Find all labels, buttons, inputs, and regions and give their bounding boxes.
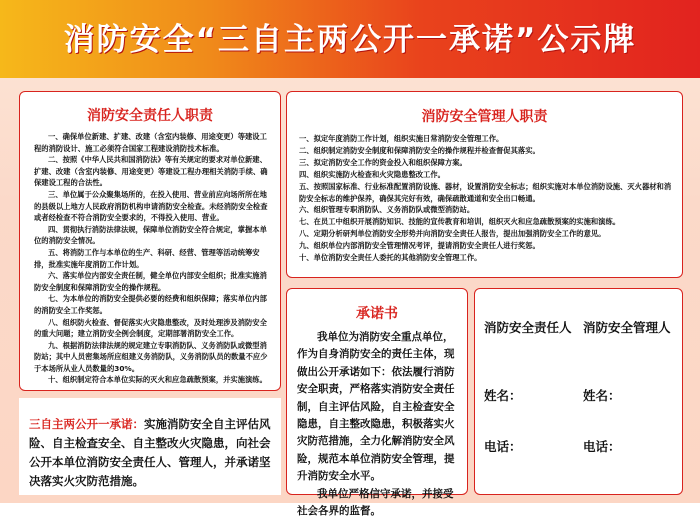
manager-duty-item: 十、单位消防安全责任人委托的其他消防安全管理工作。 xyxy=(299,253,482,263)
manager-duty-item: 五、按照国家标准、行业标准配置消防设施、器材，设置消防安全标志；组织实施对本单位消防设施、灭火器材和消防安全标志的维护保养，确保其完好有效，确保疏散通道和安全出口畅通。 xyxy=(299,181,672,203)
responsible-duty-item: 三、单位属于公众聚集场所的，在投入使用、营业前应向场所所在地的县级以上地方人民政府消防机构申请消防安全检查。未经消防安全检查或者经检查不符合消防安全要求的，不得投入使用、营业。 xyxy=(34,189,268,223)
three-two-one-label: 三自主两公开一承诺： xyxy=(29,417,144,431)
responsible-duty-item: 四、贯彻执行消防法律法规，保障单位消防安全符合规定，掌握本单位的消防安全情况。 xyxy=(34,224,267,246)
responsible-duty-item: 五、将消防工作与本单位的生产、科研、经营、管理等活动统筹安排，批准实施年度消防工作计划。 xyxy=(34,247,260,269)
page-title: 消防安全“三自主两公开一承诺”公示牌 xyxy=(63,22,637,58)
manager-duties-heading: 消防安全管理人职责 xyxy=(421,109,548,125)
responsible-person-duties-panel xyxy=(19,91,281,391)
commitment-panel xyxy=(286,288,468,518)
three-two-one-body: 实施消防安全自主评估风险、自主检查安全、自主整改火灾隐患，向社会公开本单位消防安全责任人、管理人，并承诺坚决落实火灾防范措施。 xyxy=(29,417,271,488)
manager-phone-label: 电话： xyxy=(583,439,621,454)
responsible-duties-list xyxy=(20,125,280,386)
title-banner xyxy=(0,0,700,78)
manager-label: 消防安全管理人 xyxy=(583,320,671,335)
three-two-one-text xyxy=(19,398,281,491)
manager-duties-list xyxy=(287,126,682,264)
commitment-paragraph: 我单位严格信守承诺，并接受社会各界的监督。 xyxy=(297,487,454,518)
responsible-duty-item: 九、根据消防法律法规的规定建立专职消防队、义务消防队或微型消防站；其中人员密集场所应组建义务消防队，义务消防队员的数量不应少于本场所从业人员数量的30%。 xyxy=(34,340,268,373)
manager-name-label: 姓名： xyxy=(583,388,621,403)
manager-duty-item: 八、定期分析研判单位消防安全形势并向消防安全责任人报告，提出加强消防安全工作的意见。 xyxy=(299,229,606,239)
manager-duty-item: 六、组织管理专职消防队、义务消防队或微型消防站。 xyxy=(299,205,475,215)
manager-duty-item: 一、拟定年度消防工作计划，组织实施日常消防安全管理工作。 xyxy=(299,134,504,143)
responsible-duty-item: 二、按照《中华人民共和国消防法》等有关规定的要求对单位新建、扩建、改建（含室内装修、用途变更）等建设工程办理相关消防手续、确保建设工程的合法性。 xyxy=(34,155,268,188)
manager-duty-item: 三、拟定消防安全工作的资金投入和组织保障方案。 xyxy=(299,157,467,167)
manager-duties-panel xyxy=(286,91,683,278)
responsible-duty-item: 八、组织防火检查、督促落实火灾隐患整改，及时处理涉及消防安全的重大问题；建立消防安全例会制度，定期部署消防安全工作。 xyxy=(34,317,267,339)
manager-duty-item: 四、组织实施防火检查和火灾隐患整改工作。 xyxy=(299,169,445,179)
manager-duty-item: 二、组织制定消防安全制度和保障消防安全的操作规程并检查督促其落实。 xyxy=(299,145,540,155)
responsible-duties-heading: 消防安全责任人职责 xyxy=(87,108,213,124)
responsible-duty-item: 一、确保单位新建、扩建、改建（含室内装修、用途变更）等建设工程的消防设计、施工必须符合国家工程建设消防技术标准。 xyxy=(34,132,267,153)
commitment-paragraph: 我单位为消防安全重点单位，作为自身消防安全的责任主体，现做出公开承诺如下：依法履行消防安全职责，严格落实消防安全责任制，自主评估风险，自主检查安全隐患，自主整改隐患，积极落实火灾防范措施，全力化解消防安全风险，规范本单位消防安全管理，提升消防安全水平。 xyxy=(297,331,455,483)
responsible-duty-item: 六、落实单位内部安全责任制，健全单位内部安全组织；批准实施消防安全制度和保障消防安全的操作规程。 xyxy=(34,271,267,292)
commitment-heading: 承诺书 xyxy=(356,306,398,322)
three-two-one-panel xyxy=(19,398,281,495)
responsible-phone-label: 电话： xyxy=(484,439,522,454)
manager-duty-item: 九、组织单位内部消防安全管理情况考评，提请消防安全责任人进行奖惩。 xyxy=(299,241,540,251)
responsible-person-label: 消防安全责任人 xyxy=(484,320,572,335)
manager-duty-item: 七、在员工中组织开展消防知识、技能的宣传教育和培训，组织灭火和应急疏散预案的实施和演练。 xyxy=(299,217,621,227)
responsible-duty-item: 十、组织制定符合本单位实际的灭火和应急疏散预案，并实施演练。 xyxy=(48,375,267,385)
signature-panel xyxy=(474,288,683,495)
responsible-name-label: 姓名： xyxy=(484,388,522,403)
responsible-duty-item: 七、为本单位的消防安全提供必要的经费和组织保障；落实单位内部的消防安全工作奖惩。 xyxy=(34,294,267,315)
commitment-body xyxy=(287,323,467,520)
